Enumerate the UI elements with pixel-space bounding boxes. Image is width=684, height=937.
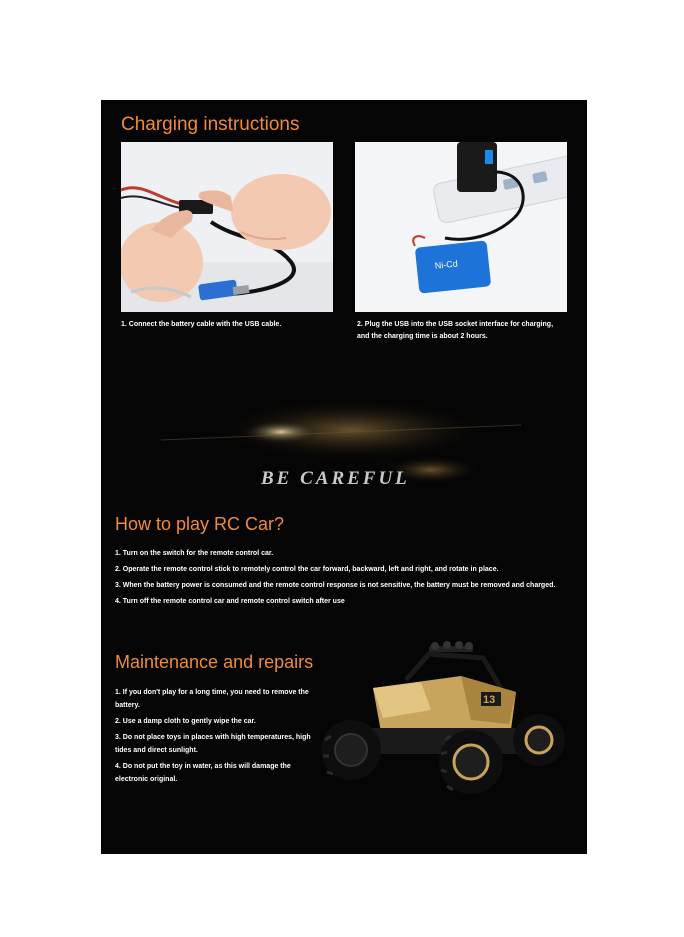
battery-label: Ni-Cd (434, 258, 459, 271)
maintenance-item-1: 1. If you don't play for a long time, you need to remove the battery. (115, 689, 309, 709)
maintenance-item-3: 3. Do not place toys in places with high temperatures, high tides and direct sunlight. (115, 734, 311, 754)
howto-item-3: 3. When the battery power is consumed and the remote control response is not sensitive, the battery must be removed and charged. (115, 582, 556, 589)
charging-title: Charging instructions (121, 114, 300, 135)
howto-item-1: 1. Turn on the switch for the remote control car. (115, 550, 274, 557)
howto-item-2: 2. Operate the remote control stick to remotely control the car forward, backward, left and right, and rotate in place. (115, 566, 499, 573)
charging-caption-2: 2. Plug the USB into the USB socket interface for charging, and the charging time is about 2 hours. (357, 321, 554, 340)
be-careful-text: BE CAREFUL (261, 468, 410, 489)
howto-title: How to play RC Car? (115, 514, 285, 534)
maintenance-list (115, 686, 315, 786)
maintenance-item-4: 4. Do not put the toy in water, as this will damage the electronic original. (115, 763, 291, 783)
usb-socket-photo (355, 142, 567, 312)
car-badge: 13 (483, 694, 496, 706)
instruction-panel (101, 100, 587, 854)
connect-cable-photo (121, 142, 333, 312)
maintenance-item-2: 2. Use a damp cloth to gently wipe the car. (115, 718, 256, 725)
howto-list (115, 547, 577, 608)
maintenance-title: Maintenance and repairs (115, 652, 314, 672)
rc-car-image (311, 640, 571, 795)
charging-caption-1: 1. Connect the battery cable with the USB cable. (121, 321, 282, 328)
howto-item-4: 4. Turn off the remote control car and remote control switch after use (115, 598, 345, 605)
be-careful-banner (101, 370, 587, 520)
